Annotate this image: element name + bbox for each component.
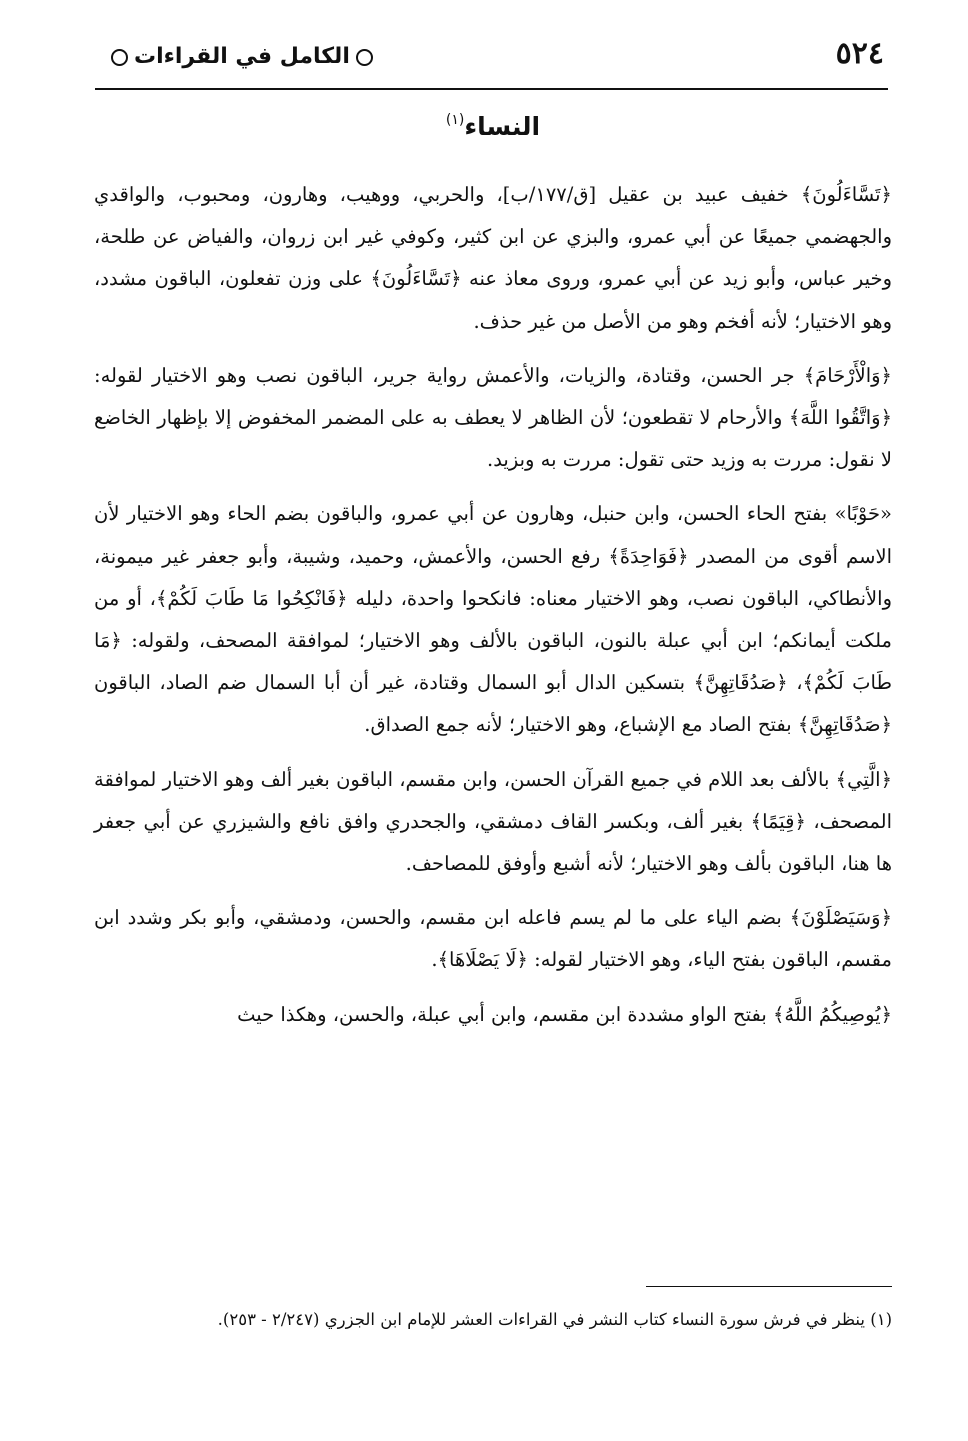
footnote-separator [646,1286,892,1287]
section-title-text: النساء [464,112,541,141]
footnote-ref: (١) [445,112,465,128]
footnote-text: ينظر في فرش سورة النساء كتاب النشر في القراءات العشر للإمام ابن الجزري (٢/٢٤٧ - ٢٥٣). [217,1310,865,1329]
paragraph: ﴿الَّتِي﴾ بالألف بعد اللام في جميع القرآن الحسن، وابن مقسم، الباقون بغير ألف وهو الاختيار لموافقة المصحف، ﴿قِيَمًا﴾ بغير ألف، وبكسر القاف دمشقي، والجحدري وافق نافع والشيزري عن أبي جعفر ها هنا، الباقون بألف وهو الاختيار؛ لأنه أشبع وأوفق للمصاحف. [94,767,892,876]
section-title [94,112,892,148]
running-title [105,44,379,69]
paragraph: ﴿وَالْأَرْحَامَ﴾ جر الحسن، وقتادة، والزيات، والأعمش رواية جرير، الباقون نصب وهو الاختيار لقوله: ﴿وَاتَّقُوا اللَّهَ﴾ والأرحام لا تقطعون؛ لأن الظاهر لا يعطف به على المضمر المخفوض إلا بإظهار الخاضع لا نقول: مررت به وزيد حتى تقول: مررت به وبزيد. [94,363,892,472]
page-header [95,26,888,90]
footnote [92,1306,892,1334]
main-text [94,112,892,1048]
footnote-marker: (١) [870,1310,892,1329]
ornament-circle-icon [356,49,373,66]
paragraph: ﴿تَسَّاءَلُونَ﴾ خفيف عبيد بن عقيل [ق/١٧٧/ب]، والحربي، ووهيب، وهارون، ومحبوب، والواقدي والجهضمي جميعًا عن أبي عمرو، والبزي عن ابن كثير، وكوفي غير ابن زروان، والفياض عن طلحة، وخير عباس، وأبو زيد عن أبي عمرو، وروى معاذ عنه ﴿تَسَّاءَلُونَ﴾ على وزن تفعلون، الباقون مشدد، وهو الاختيار؛ لأنه أفخم وهو من الأصل من غير حذف. [94,183,892,333]
ornament-circle-icon [111,49,128,66]
paragraph: ﴿يُوصِيكُمُ اللَّهُ﴾ بفتح الواو مشددة ابن مقسم، وابن أبي عبلة، والحسن، وهكذا حيث [237,1002,892,1026]
paragraph: «حَوْبًا» بفتح الحاء الحسن، وابن حنبل، وهارون عن أبي عمرو، والباقون بضم الحاء وهو الاختيار لأن الاسم أقوى من المصدر ﴿فَوَاحِدَةً﴾ رفع الحسن، والأعمش، وحميد، وشيبة، وأبو جعفر غير ميمونة، والأنطاكي، الباقون نصب، وهو الاختيار معناه: فانكحوا واحدة، دليله ﴿فَانْكِحُوا مَا طَابَ لَكُمْ﴾، أو من ملكت أيمانكم؛ ابن أبي عبلة بالنون، الباقون بالألف وهو الاختيار؛ لموافقة المصحف، ولقوله: ﴿مَا طَابَ لَكُمْ﴾، ﴿صَدُقَاتِهِنَّ﴾ بتسكين الدال أبو السمال وقتادة، غير أن أبا السمال ضم الصاد، الباقون ﴿صَدُقَاتِهِنَّ﴾ بفتح الصاد مع الإشباع، وهو الاختيار؛ لأنه جمع الصداق. [94,502,892,737]
page-number: ٥٢٤ [835,36,884,71]
running-title-text: الكامل في القراءات [134,44,350,69]
paragraph: ﴿وَسَيَصْلَوْنَ﴾ بضم الياء على ما لم يسم فاعله ابن مقسم، والحسن، ودمشقي، وأبو بكر وشدد ابن مقسم، الباقون بفتح الياء، وهو الاختيار لقوله: ﴿لَا يَصْلَاهَا﴾. [94,906,892,972]
